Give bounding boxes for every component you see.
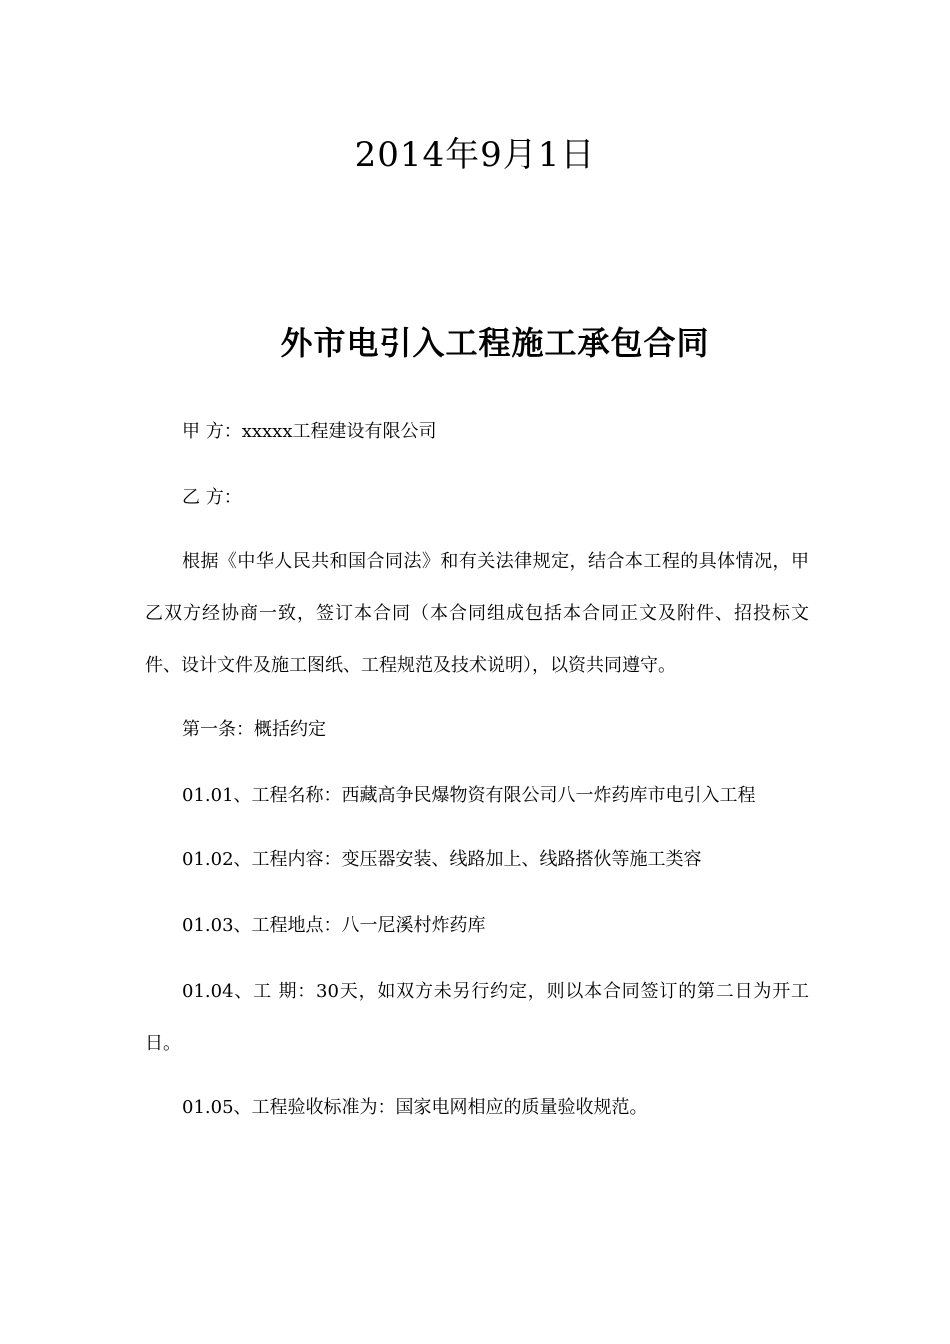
party-a: 甲 方：xxxxx工程建设有限公司 bbox=[182, 421, 437, 442]
contract-basis-paragraph: 根据《中华人民共和国合同法》和有关法律规定，结合本工程的具体情况，甲乙双方经协商一致，签订本合同（本合同组成包括本合同正文及附件、招投标文件、设计文件及施工图纸、工程规范及技术说明），以资共同遵守。 bbox=[145, 551, 809, 676]
clause-01-04: 01.04、工 期：30天，如双方未另行约定，则以本合同签订的第二日为开工日。 bbox=[145, 981, 809, 1054]
contract-date: 2014年9月1日 bbox=[354, 135, 596, 175]
clause-01-02: 01.02、工程内容：变压器安装、线路加上、线路搭伙等施工类容 bbox=[182, 849, 702, 870]
clause-01-05: 01.05、工程验收标准为：国家电网相应的质量验收规范。 bbox=[182, 1097, 648, 1118]
clause-01-01: 01.01、工程名称：西藏高争民爆物资有限公司八一炸药库市电引入工程 bbox=[182, 785, 756, 806]
article-1-heading: 第一条：概括约定 bbox=[182, 719, 326, 740]
contract-title: 外市电引入工程施工承包合同 bbox=[280, 324, 710, 362]
clause-01-03: 01.03、工程地点：八一尼溪村炸药库 bbox=[182, 915, 486, 936]
party-b: 乙 方： bbox=[182, 487, 242, 508]
